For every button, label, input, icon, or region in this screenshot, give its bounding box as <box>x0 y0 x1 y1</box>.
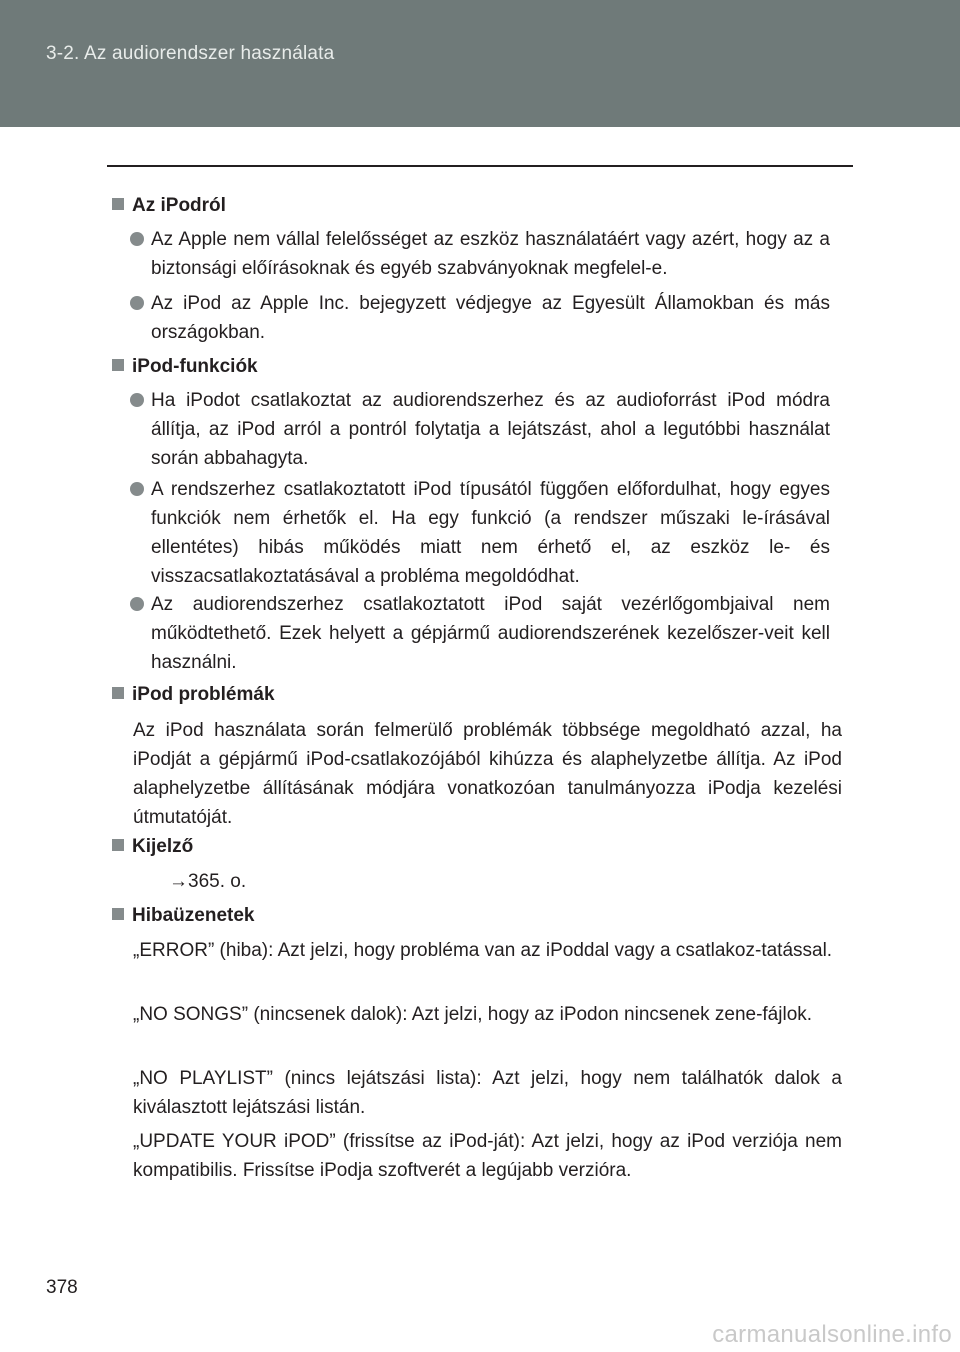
round-bullet-icon <box>130 482 144 496</box>
divider-rule <box>107 165 853 167</box>
bullet-item: Ha iPodot csatlakoztat az audiorendszerhez és az audioforrást iPod módra állítja, az iPod arról a pontról folytatja a lejátszást, ahol a legutóbbi használat során abbahagyta. <box>130 386 830 473</box>
watermark: carmanualsonline.info <box>712 1321 952 1348</box>
arrow-right-icon: → <box>169 871 188 892</box>
square-bullet-icon <box>112 359 124 371</box>
bullet-item: Az Apple nem vállal felelősséget az eszköz használatáért vagy azért, hogy az a biztonsági előírásoknak és egyéb szabványoknak megfelel-e. <box>130 225 830 283</box>
bullet-item: Az iPod az Apple Inc. bejegyzett védjegye az Egyesült Államokban és más országokban. <box>130 289 830 347</box>
heading-error-messages: Hibaüzenetek <box>112 901 254 930</box>
heading-ipod-functions: iPod-funkciók <box>112 352 258 381</box>
section-title: 3-2. Az audiorendszer használata <box>46 43 335 64</box>
heading-display: Kijelző <box>112 832 193 861</box>
bullet-item: A rendszerhez csatlakoztatott iPod típusától függően előfordulhat, hogy egyes funkciók nem érhetők el. Ha egy funkció (a rendszer műszaki le-írásával ellentétes) hibás működés miatt nem érhető el, az eszköz le- és visszacsatlakoztatásával a probléma megoldódhat. <box>130 475 830 591</box>
round-bullet-icon <box>130 296 144 310</box>
error-message-item: „NO PLAYLIST” (nincs lejátszási lista): Azt jelzi, hogy nem találhatók dalok a kiválasztott lejátszási listán. <box>133 1068 842 1118</box>
header-band <box>0 0 960 127</box>
square-bullet-icon <box>112 687 124 699</box>
error-message-item: „ERROR” (hiba): Azt jelzi, hogy probléma van az iPoddal vagy a csatlakoz-tatással. <box>133 940 833 961</box>
round-bullet-icon <box>130 597 144 611</box>
page-reference[interactable] <box>169 867 246 896</box>
error-message-item: „NO SONGS” (nincsenek dalok): Azt jelzi, hogy az iPodon nincsenek zene-fájlok. <box>133 1004 813 1025</box>
heading-ipod-about: Az iPodról <box>112 191 226 220</box>
page-number: 378 <box>46 1277 78 1298</box>
round-bullet-icon <box>130 393 144 407</box>
page-reference-label: 365. o. <box>188 871 247 892</box>
square-bullet-icon <box>112 198 124 210</box>
square-bullet-icon <box>112 908 124 920</box>
heading-ipod-problems: iPod problémák <box>112 680 275 709</box>
paragraph-ipod-problems: Az iPod használata során felmerülő problémák többsége megoldható azzal, ha iPodját a gépjármű iPod-csatlakozójából kihúzza és alaphelyzetbe állítja. Az iPod alaphelyzetbe állításának módjára vonatkozóan tanulmányozza iPodja kezelési útmutatóját. <box>133 720 842 828</box>
error-message-item: „UPDATE YOUR iPOD” (frissítse az iPod-ját): Azt jelzi, hogy az iPod verziója nem kompatibilis. Frissítse iPodja szoftverét a legújabb verzióra. <box>133 1131 842 1181</box>
bullet-item: Az audiorendszerhez csatlakoztatott iPod saját vezérlőgombjaival nem működtethető. Ezek helyett a gépjármű audiorendszerének kezelőszer-veit kell használni. <box>130 590 830 677</box>
square-bullet-icon <box>112 839 124 851</box>
round-bullet-icon <box>130 232 144 246</box>
